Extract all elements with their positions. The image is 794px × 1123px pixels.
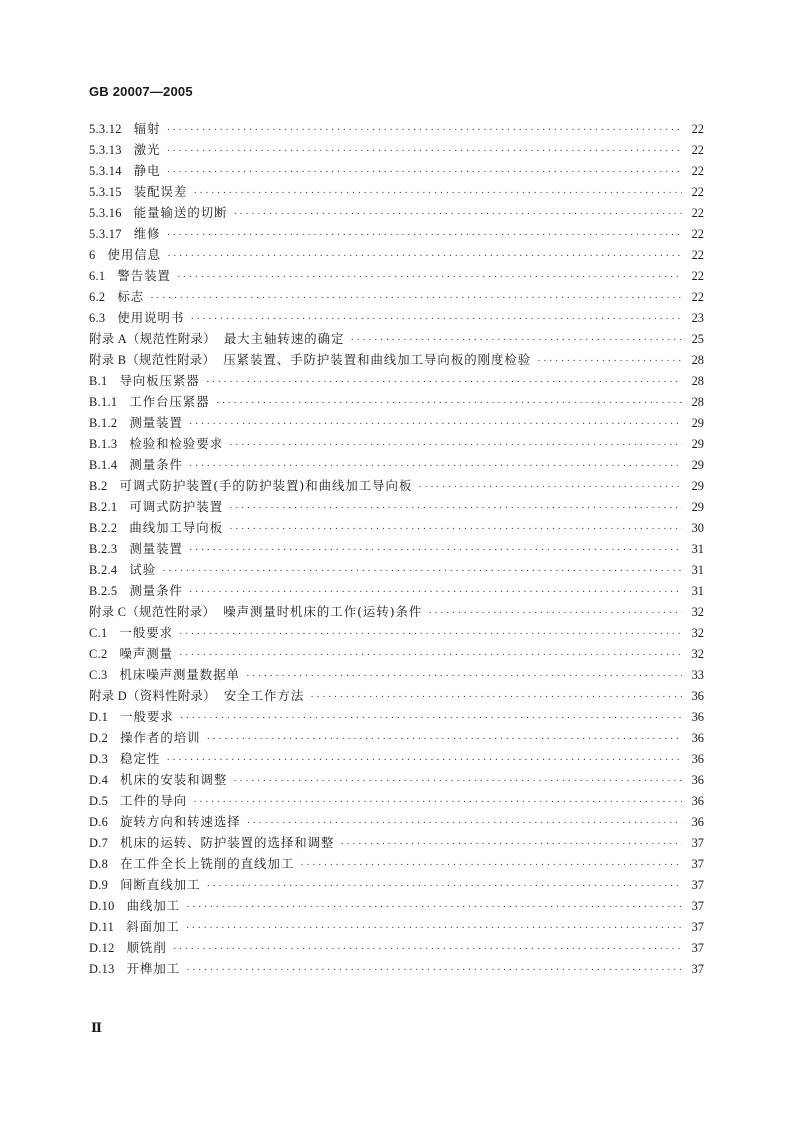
toc-entry-c-3[interactable]	[89, 664, 704, 685]
toc-entry-page: 36	[691, 710, 704, 724]
toc-entry-5-3-17[interactable]	[89, 223, 704, 244]
toc-entry-title: 辐射	[133, 121, 161, 136]
toc-entry-b-1-1[interactable]	[89, 391, 704, 412]
toc-entry-page: 31	[691, 584, 704, 598]
toc-entry-5-3-13[interactable]	[89, 139, 704, 160]
toc-entry-title: 试验	[129, 562, 157, 577]
toc-entry-number: D.6	[89, 815, 109, 829]
toc-leader-dots	[310, 687, 682, 708]
toc-entry-number: B.2	[89, 479, 108, 493]
toc-entry-title: 一般要求	[120, 709, 174, 724]
toc-entry-appendix-d[interactable]	[89, 685, 704, 706]
toc-entry-d-2[interactable]	[89, 727, 704, 748]
toc-leader-dots	[167, 225, 682, 246]
toc-entry-page: 22	[691, 248, 704, 262]
toc-entry-page: 37	[691, 962, 704, 976]
toc-entry-title: 机床的安装和调整	[120, 772, 228, 787]
toc-entry-page: 33	[691, 668, 704, 682]
toc-entry-title: 装配误差	[133, 184, 188, 199]
toc-entry-page: 28	[691, 374, 704, 388]
toc-leader-dots	[166, 750, 682, 771]
toc-leader-dots	[177, 267, 682, 288]
toc-entry-d-13[interactable]	[89, 958, 704, 979]
toc-leader-dots	[428, 603, 682, 624]
toc-leader-dots	[150, 288, 682, 309]
toc-entry-number: C.1	[89, 626, 108, 640]
toc-entry-5-3-12[interactable]	[89, 118, 704, 139]
toc-entry-title: 检验和检验要求	[129, 436, 224, 451]
toc-entry-number: B.1.2	[89, 416, 118, 430]
toc-entry-b-2-5[interactable]	[89, 580, 704, 601]
toc-entry-number: D.1	[89, 710, 109, 724]
toc-entry-page: 22	[691, 227, 704, 241]
toc-entry-number: B.1.1	[89, 395, 118, 409]
toc-entry-b-1-4[interactable]	[89, 454, 704, 475]
toc-entry-page: 36	[691, 794, 704, 808]
toc-entry-6-1[interactable]	[89, 265, 704, 286]
toc-entry-title: 压紧装置、手防护装置和曲线加工导向板的刚度检验	[223, 352, 532, 367]
toc-entry-number: 6.1	[89, 269, 106, 283]
toc-entry-title: 可调式防护装置	[129, 499, 224, 514]
toc-entry-5-3-15[interactable]	[89, 181, 704, 202]
toc-entry-d-3[interactable]	[89, 748, 704, 769]
toc-entry-page: 28	[691, 353, 704, 367]
toc-entry-title: 工件的导向	[120, 793, 188, 808]
toc-entry-number: 5.3.14	[89, 164, 122, 178]
toc-entry-b-1[interactable]	[89, 370, 704, 391]
toc-entry-title: 曲线加工	[126, 898, 181, 913]
toc-entry-number: C.2	[89, 647, 108, 661]
toc-leader-dots	[418, 477, 682, 498]
toc-entry-page: 36	[691, 773, 704, 787]
toc-leader-dots	[167, 162, 682, 183]
toc-entry-page: 36	[691, 689, 704, 703]
toc-entry-number: D.11	[89, 920, 115, 934]
toc-leader-dots	[246, 666, 682, 687]
toc-entry-title: 能量输送的切断	[133, 205, 228, 220]
toc-leader-dots	[207, 876, 683, 897]
toc-leader-dots	[247, 813, 682, 834]
toc-entry-number: 6.3	[89, 311, 106, 325]
toc-entry-d-8[interactable]	[89, 853, 704, 874]
toc-entry-page: 25	[691, 332, 704, 346]
table-of-contents	[89, 118, 704, 979]
toc-entry-number: B.1	[89, 374, 108, 388]
toc-leader-dots	[229, 498, 682, 519]
toc-entry-number: D.3	[89, 752, 109, 766]
toc-entry-title: 工作台压紧器	[129, 394, 210, 409]
toc-entry-6[interactable]	[89, 244, 704, 265]
toc-entry-title: 顺铣削	[126, 940, 167, 955]
toc-entry-d-11[interactable]	[89, 916, 704, 937]
document-code-header: GB 20007—2005	[89, 84, 193, 99]
toc-entry-number: 附录 B（规范性附录）	[89, 353, 216, 367]
toc-leader-dots	[167, 246, 682, 267]
toc-entry-d-9[interactable]	[89, 874, 704, 895]
toc-entry-c-2[interactable]	[89, 643, 704, 664]
toc-leader-dots	[229, 519, 682, 540]
toc-leader-dots	[186, 897, 682, 918]
toc-entry-number: B.1.4	[89, 458, 118, 472]
toc-entry-page: 37	[691, 878, 704, 892]
toc-entry-number: B.2.4	[89, 563, 118, 577]
toc-entry-page: 29	[691, 458, 704, 472]
toc-entry-page: 37	[691, 857, 704, 871]
toc-entry-number: D.12	[89, 941, 115, 955]
toc-entry-number: B.2.5	[89, 584, 118, 598]
toc-entry-page: 29	[691, 437, 704, 451]
toc-leader-dots	[229, 435, 682, 456]
toc-entry-page: 22	[691, 122, 704, 136]
toc-entry-d-7[interactable]	[89, 832, 704, 853]
toc-leader-dots	[350, 330, 682, 351]
toc-entry-number: D.8	[89, 857, 109, 871]
toc-entry-b-2[interactable]	[89, 475, 704, 496]
toc-leader-dots	[179, 645, 682, 666]
toc-entry-d-5[interactable]	[89, 790, 704, 811]
toc-entry-title: 噪声测量时机床的工作(运转)条件	[223, 604, 423, 619]
toc-leader-dots	[186, 918, 682, 939]
toc-entry-b-2-4[interactable]	[89, 559, 704, 580]
toc-leader-dots	[189, 540, 682, 561]
toc-entry-page: 37	[691, 920, 704, 934]
toc-entry-number: 附录 C（规范性附录）	[89, 605, 216, 619]
toc-entry-title: 机床噪声测量数据单	[119, 667, 240, 682]
toc-entry-title: 静电	[133, 163, 161, 178]
toc-entry-page: 22	[691, 269, 704, 283]
toc-entry-page: 31	[691, 563, 704, 577]
toc-leader-dots	[233, 771, 682, 792]
toc-entry-title: 测量装置	[129, 541, 183, 556]
page-number-roman: Ⅱ	[91, 1020, 102, 1035]
toc-entry-page: 36	[691, 815, 704, 829]
toc-entry-page: 23	[691, 311, 704, 325]
toc-entry-title: 测量条件	[129, 457, 183, 472]
toc-entry-title: 稳定性	[120, 751, 161, 766]
toc-entry-title: 一般要求	[119, 625, 174, 640]
toc-leader-dots	[189, 582, 682, 603]
toc-entry-b-2-1[interactable]	[89, 496, 704, 517]
toc-leader-dots	[193, 183, 682, 204]
toc-entry-title: 开榫加工	[126, 961, 181, 976]
toc-leader-dots	[216, 393, 682, 414]
toc-entry-number: 6.2	[89, 290, 106, 304]
toc-leader-dots	[193, 792, 682, 813]
toc-entry-appendix-c[interactable]	[89, 601, 704, 622]
toc-entry-title: 激光	[133, 142, 161, 157]
toc-entry-title: 警告装置	[117, 268, 171, 283]
toc-leader-dots	[206, 372, 682, 393]
toc-entry-title: 测量条件	[129, 583, 183, 598]
toc-entry-page: 36	[691, 752, 704, 766]
toc-entry-number: 5.3.15	[89, 185, 122, 199]
toc-entry-number: B.2.3	[89, 542, 118, 556]
toc-entry-page: 28	[691, 395, 704, 409]
toc-entry-number: D.5	[89, 794, 109, 808]
toc-entry-title: 旋转方向和转速选择	[120, 814, 241, 829]
toc-entry-page: 22	[691, 290, 704, 304]
toc-entry-page: 22	[691, 164, 704, 178]
toc-entry-title: 间断直线加工	[120, 877, 201, 892]
toc-entry-b-2-2[interactable]	[89, 517, 704, 538]
toc-entry-d-4[interactable]	[89, 769, 704, 790]
toc-entry-title: 标志	[117, 289, 145, 304]
toc-entry-5-3-14[interactable]	[89, 160, 704, 181]
toc-entry-title: 斜面加工	[126, 919, 180, 934]
toc-entry-page: 29	[691, 416, 704, 430]
toc-entry-page: 37	[691, 836, 704, 850]
toc-entry-number: B.2.2	[89, 521, 118, 535]
toc-leader-dots	[179, 624, 682, 645]
toc-entry-number: D.4	[89, 773, 109, 787]
toc-entry-number: D.9	[89, 878, 109, 892]
toc-entry-page: 22	[691, 206, 704, 220]
toc-entry-page: 29	[691, 479, 704, 493]
toc-entry-title: 使用说明书	[117, 310, 185, 325]
toc-leader-dots	[340, 834, 682, 855]
toc-entry-c-1[interactable]	[89, 622, 704, 643]
toc-entry-title: 操作者的培训	[120, 730, 201, 745]
toc-entry-number: D.13	[89, 962, 115, 976]
toc-entry-number: 6	[89, 248, 96, 262]
toc-entry-d-6[interactable]	[89, 811, 704, 832]
toc-leader-dots	[300, 855, 682, 876]
toc-entry-page: 32	[691, 605, 704, 619]
toc-entry-number: B.1.3	[89, 437, 118, 451]
toc-entry-page: 37	[691, 899, 704, 913]
toc-entry-6-3[interactable]	[89, 307, 704, 328]
toc-leader-dots	[186, 960, 682, 981]
toc-entry-page: 22	[691, 185, 704, 199]
toc-entry-number: D.10	[89, 899, 115, 913]
toc-entry-b-2-3[interactable]	[89, 538, 704, 559]
toc-entry-title: 导向板压紧器	[119, 373, 200, 388]
toc-entry-number: C.3	[89, 668, 108, 682]
toc-entry-appendix-a[interactable]	[89, 328, 704, 349]
toc-entry-number: 附录 D（资料性附录）	[89, 689, 216, 703]
toc-entry-page: 31	[691, 542, 704, 556]
toc-entry-number: B.2.1	[89, 500, 118, 514]
toc-entry-page: 32	[691, 647, 704, 661]
toc-entry-title: 在工件全长上铣削的直线加工	[120, 856, 295, 871]
toc-entry-number: 5.3.17	[89, 227, 122, 241]
toc-leader-dots	[167, 141, 682, 162]
toc-entry-6-2[interactable]	[89, 286, 704, 307]
toc-entry-title: 最大主轴转速的确定	[223, 331, 345, 346]
toc-leader-dots	[162, 561, 682, 582]
toc-leader-dots	[190, 309, 682, 330]
toc-entry-b-1-2[interactable]	[89, 412, 704, 433]
toc-entry-page: 37	[691, 941, 704, 955]
toc-leader-dots	[173, 939, 682, 960]
toc-leader-dots	[207, 729, 683, 750]
toc-entry-page: 22	[691, 143, 704, 157]
toc-entry-title: 使用信息	[107, 247, 162, 262]
toc-entry-d-10[interactable]	[89, 895, 704, 916]
toc-leader-dots	[189, 456, 682, 477]
toc-entry-title: 曲线加工导向板	[129, 520, 224, 535]
toc-entry-number: 5.3.16	[89, 206, 122, 220]
toc-entry-title: 测量装置	[129, 415, 183, 430]
toc-leader-dots	[180, 708, 682, 729]
toc-entry-5-3-16[interactable]	[89, 202, 704, 223]
toc-entry-number: D.2	[89, 731, 109, 745]
toc-entry-title: 机床的运转、防护装置的选择和调整	[120, 835, 335, 850]
toc-entry-number: 5.3.13	[89, 143, 122, 157]
toc-entry-number: 附录 A（规范性附录）	[89, 332, 216, 346]
toc-entry-title: 噪声测量	[119, 646, 174, 661]
toc-entry-title: 维修	[133, 226, 161, 241]
toc-entry-d-12[interactable]	[89, 937, 704, 958]
toc-entry-b-1-3[interactable]	[89, 433, 704, 454]
toc-entry-page: 30	[691, 521, 704, 535]
toc-entry-d-1[interactable]	[89, 706, 704, 727]
toc-entry-number: 5.3.12	[89, 122, 122, 136]
toc-entry-number: D.7	[89, 836, 109, 850]
toc-entry-title: 可调式防护装置(手的防护装置)和曲线加工导向板	[119, 478, 413, 493]
toc-entry-page: 29	[691, 500, 704, 514]
toc-leader-dots	[234, 204, 682, 225]
toc-entry-appendix-b[interactable]	[89, 349, 704, 370]
toc-leader-dots	[167, 120, 682, 141]
toc-leader-dots	[189, 414, 682, 435]
toc-entry-page: 32	[691, 626, 704, 640]
toc-entry-title: 安全工作方法	[223, 688, 305, 703]
toc-leader-dots	[537, 351, 682, 372]
toc-entry-page: 36	[691, 731, 704, 745]
